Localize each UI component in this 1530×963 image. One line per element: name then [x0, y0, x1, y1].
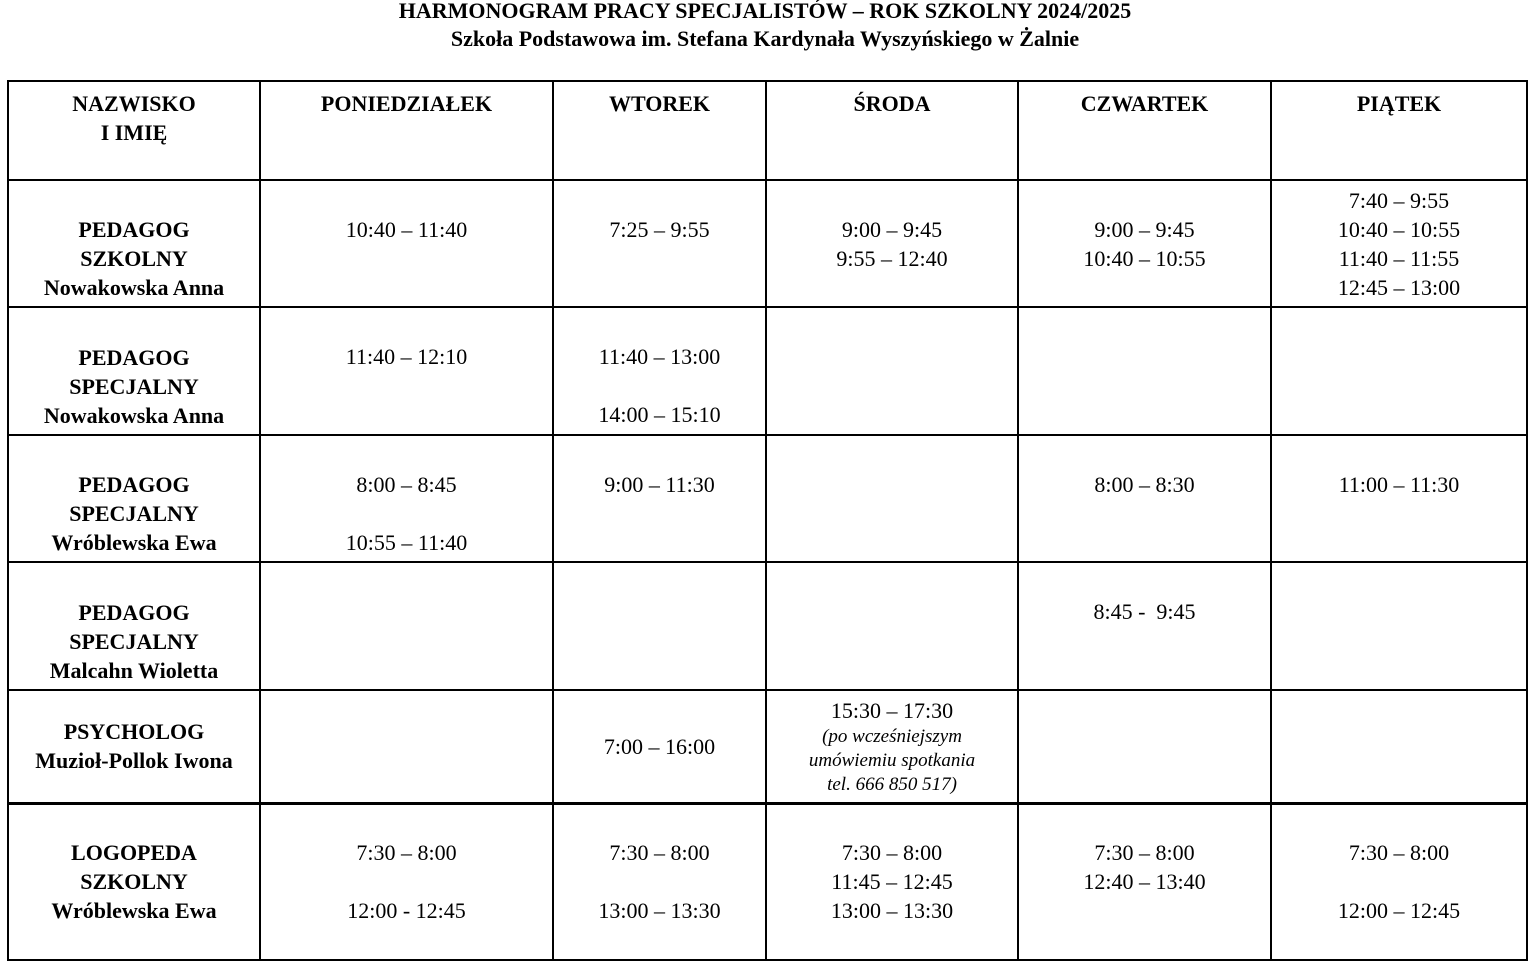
time-cell-wednesday: 7:30 – 8:00 11:45 – 12:45 13:00 – 13:30: [766, 803, 1018, 960]
time-cell-wednesday: [766, 307, 1018, 435]
table-row: [8, 562, 1527, 690]
specialist-name-cell: PEDAGOG SZKOLNY Nowakowska Anna: [8, 180, 260, 307]
table-row: [8, 307, 1527, 435]
appointment-note: umówiemiu spotkania: [808, 750, 976, 771]
specialist-name-cell: PEDAGOG SPECJALNY Wróblewska Ewa: [8, 435, 260, 562]
time-cell-wednesday: [766, 562, 1018, 690]
column-header-thursday: CZWARTEK: [1018, 81, 1271, 180]
time-cell-friday: [1271, 562, 1527, 690]
column-header-name: NAZWISKO I IMIĘ: [8, 81, 260, 180]
time-cell-monday: 7:30 – 8:00 12:00 - 12:45: [260, 803, 553, 960]
table-header-row: [8, 81, 1527, 180]
time-cell-friday: [1271, 690, 1527, 803]
table-row: [8, 180, 1527, 307]
time-cell-friday: [1271, 307, 1527, 435]
time-cell-monday: 11:40 – 12:10: [260, 307, 553, 435]
time-cell-tuesday: 7:25 – 9:55: [553, 180, 766, 307]
time-cell-thursday: 7:30 – 8:00 12:40 – 13:40: [1018, 803, 1271, 960]
specialist-name-cell: PEDAGOG SPECJALNY Nowakowska Anna: [8, 307, 260, 435]
time-cell-wednesday: 15:30 – 17:30 (po wcześniejszym umówiemiu spotkania tel. 666 850 517): [766, 690, 1018, 803]
time-cell-thursday: [1018, 690, 1271, 803]
time-cell-friday: 7:30 – 8:00 12:00 – 12:45: [1271, 803, 1527, 960]
specialist-name-cell: PEDAGOG SPECJALNY Malcahn Wioletta: [8, 562, 260, 690]
time-cell-tuesday: 7:30 – 8:00 13:00 – 13:30: [553, 803, 766, 960]
time-cell-friday: 7:40 – 9:55 10:40 – 10:55 11:40 – 11:55 12:45 – 13:00: [1271, 180, 1527, 307]
time-cell-monday: [260, 690, 553, 803]
time-cell-tuesday: [553, 562, 766, 690]
time-cell-friday: 11:00 – 11:30: [1271, 435, 1527, 562]
table-row: [8, 690, 1527, 803]
time-cell-tuesday: 7:00 – 16:00: [553, 690, 766, 803]
document-header: [0, 0, 1530, 53]
specialist-name-cell: PSYCHOLOG Muzioł-Pollok Iwona: [8, 690, 260, 803]
column-header-wednesday: ŚRODA: [766, 81, 1018, 180]
time-cell-thursday: [1018, 307, 1271, 435]
time-cell-wednesday: 9:00 – 9:45 9:55 – 12:40: [766, 180, 1018, 307]
table-row: [8, 435, 1527, 562]
time-cell-tuesday: 9:00 – 11:30: [553, 435, 766, 562]
time-cell-thursday: 8:45 - 9:45: [1018, 562, 1271, 690]
time-cell-monday: [260, 562, 553, 690]
schedule-table: [7, 80, 1528, 961]
column-header-friday: PIĄTEK: [1271, 81, 1527, 180]
appointment-note: (po wcześniejszym: [822, 726, 962, 747]
specialist-name-cell: LOGOPEDA SZKOLNY Wróblewska Ewa: [8, 803, 260, 960]
appointment-note: tel. 666 850 517): [827, 774, 957, 795]
time-cell-wednesday: [766, 435, 1018, 562]
time-cell-thursday: 9:00 – 9:45 10:40 – 10:55: [1018, 180, 1271, 307]
document-title: HARMONOGRAM PRACY SPECJALISTÓW – ROK SZKOLNY 2024/2025: [398, 0, 1132, 23]
time-cell-monday: 10:40 – 11:40: [260, 180, 553, 307]
document-subtitle: Szkoła Podstawowa im. Stefana Kardynała Wyszyńskiego w Żalnie: [450, 26, 1080, 51]
time-cell-monday: 8:00 – 8:45 10:55 – 11:40: [260, 435, 553, 562]
time-cell-tuesday: 11:40 – 13:00 14:00 – 15:10: [553, 307, 766, 435]
column-header-monday: PONIEDZIAŁEK: [260, 81, 553, 180]
column-header-tuesday: WTOREK: [553, 81, 766, 180]
time-cell-thursday: 8:00 – 8:30: [1018, 435, 1271, 562]
table-row: [8, 803, 1527, 960]
